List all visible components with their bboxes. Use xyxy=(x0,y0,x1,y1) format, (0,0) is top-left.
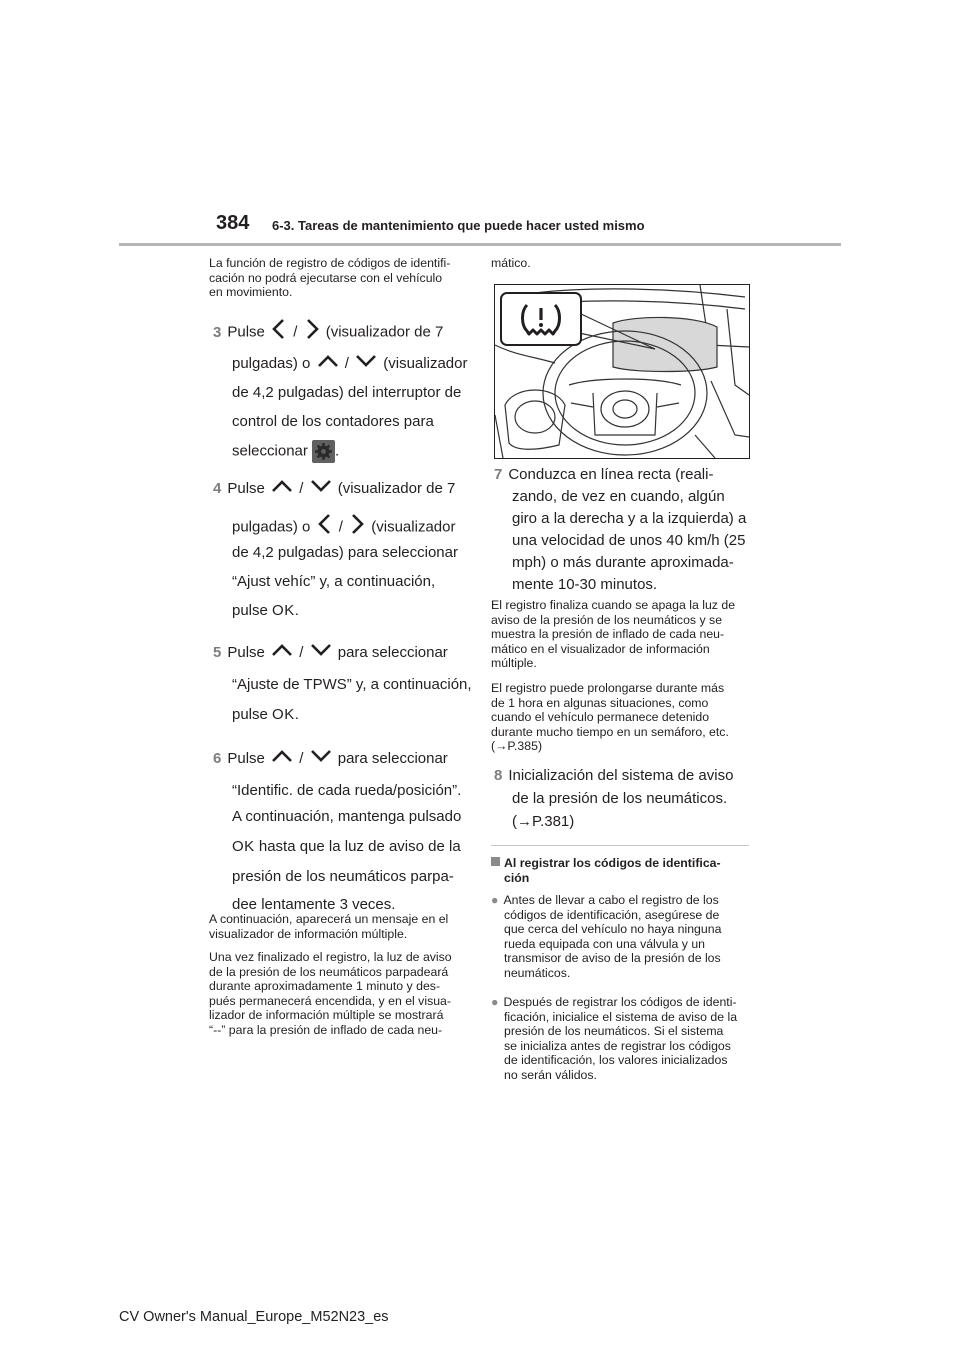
text-line: Una vez finalizado el registro, la luz de aviso xyxy=(209,950,452,964)
text-line: El registro finaliza cuando se apaga la luz de xyxy=(491,598,736,612)
text-line: cuando el vehículo permanece detenido xyxy=(491,710,710,725)
text-line: “--” para la presión de inflado de cada neu- xyxy=(209,1022,443,1037)
chevron-down-icon xyxy=(310,748,332,771)
chevron-right-icon xyxy=(349,513,365,543)
text-line: zando, de vez en cuando, algún xyxy=(512,488,725,505)
text-segment: . xyxy=(294,706,299,723)
text-line: rueda equipada con una válvula y un xyxy=(504,936,706,951)
step-number: 5 xyxy=(213,644,222,662)
text-line: neumáticos. xyxy=(504,965,571,980)
text-line: de la presión de los neumáticos parpadeará xyxy=(209,964,449,979)
header-divider xyxy=(119,243,841,246)
footer-text: CV Owner's Manual_Europe_M52N23_es xyxy=(119,1309,389,1325)
text-line: pués permanecerá encendida, y en el visua- xyxy=(209,993,451,1008)
step-3 xyxy=(213,318,483,469)
text-segment: para seleccionar xyxy=(337,644,448,662)
text-line: “Ajust vehíc” y, a continuación, xyxy=(232,573,436,590)
separator: / xyxy=(299,750,304,768)
ok-button-icon: OK xyxy=(272,602,295,619)
text-line: códigos de identificación, asegúrese de xyxy=(504,907,720,922)
chevron-up-icon xyxy=(271,642,293,665)
text-line: de 1 hora en algunas situaciones, como xyxy=(491,695,709,710)
text-line: ción xyxy=(504,870,530,885)
step-number: 7 xyxy=(494,466,503,483)
text-line: mph) o más durante aproximada- xyxy=(512,554,734,571)
text-line: transmisor de aviso de la presión de los xyxy=(504,951,721,966)
chevron-down-icon xyxy=(310,642,332,665)
step-5 xyxy=(213,642,483,734)
text-line: visualizador de información múltiple. xyxy=(209,926,408,941)
text-segment: Después de registrar los códigos de identi- xyxy=(503,995,737,1009)
note-duration xyxy=(491,681,756,754)
text-line: durante mucho tiempo en un semáforo, etc. xyxy=(491,724,729,739)
text-segment: Pulse xyxy=(227,480,265,498)
chevron-down-icon xyxy=(310,478,332,501)
text-line: A continuación, mantenga pulsado xyxy=(232,808,462,825)
text-segment: . xyxy=(335,442,340,460)
text-line: se inicializa antes de registrar los códigos xyxy=(504,1038,731,1053)
separator: / xyxy=(344,355,349,373)
page-reference-link[interactable]: (→P.385) xyxy=(491,739,543,754)
text-line: “Identific. de cada rueda/posición”. xyxy=(232,782,462,799)
square-bullet-icon xyxy=(491,857,500,866)
text-line: Conduzca en línea recta (reali- xyxy=(508,466,714,483)
step-number: 6 xyxy=(213,750,222,768)
text-segment: pulgadas) o xyxy=(232,518,311,536)
text-line: presión de los neumáticos parpa- xyxy=(232,868,454,885)
text-segment: (visualizador de 7 xyxy=(325,323,444,341)
subheading xyxy=(491,856,756,885)
chevron-left-icon xyxy=(271,318,287,348)
round-bullet-icon: ● xyxy=(491,995,499,1009)
text-segment: Pulse xyxy=(227,750,265,768)
text-line: de identificación, los valores inicializados xyxy=(504,1053,728,1068)
intro-note xyxy=(209,256,469,300)
text-line: El registro puede prolongarse durante más xyxy=(491,681,725,695)
page-number: 384 xyxy=(216,212,250,234)
section-title: 6-3. Tareas de mantenimiento que puede hacer usted mismo xyxy=(272,218,645,233)
text-line: Inicialización del sistema de aviso xyxy=(508,767,734,784)
text-line: A continuación, aparecerá un mensaje en el xyxy=(209,912,449,926)
chevron-right-icon xyxy=(304,318,320,348)
section-divider xyxy=(491,845,749,846)
note-message xyxy=(209,912,474,941)
text-segment: Antes de llevar a cabo el registro de los xyxy=(503,893,719,907)
text-line: cación no podrá ejecutarse con el vehículo xyxy=(209,270,443,285)
step-8 xyxy=(494,765,754,834)
chevron-left-icon xyxy=(317,513,333,543)
separator: / xyxy=(299,644,304,662)
text-line: mente 10-30 minutos. xyxy=(512,576,658,593)
text-line: aviso de la presión de los neumáticos y se xyxy=(491,612,723,627)
text-line: dee lentamente 3 veces. xyxy=(232,896,396,913)
text-line: La función de registro de códigos de identifi- xyxy=(209,256,451,270)
text-line: múltiple. xyxy=(491,656,537,671)
text-line: giro a la derecha y a la izquierda) a xyxy=(512,510,747,527)
text-line: lizador de información múltiple se mostrará xyxy=(209,1008,444,1023)
text-line: ficación, inicialice el sistema de aviso de la xyxy=(504,1009,738,1024)
step-number: 8 xyxy=(494,767,503,784)
text-line: muestra la presión de inflado de cada neu- xyxy=(491,627,725,642)
text-line: una velocidad de unos 40 km/h (25 xyxy=(512,532,746,549)
step-7 xyxy=(494,464,754,596)
text-segment: Pulse xyxy=(227,644,265,662)
text-line: que cerca del vehículo no haya ninguna xyxy=(504,922,722,937)
text-line: de 4,2 pulgadas) del interruptor de xyxy=(232,384,462,401)
text-line: control de los contadores para xyxy=(232,413,434,430)
step-number: 4 xyxy=(213,480,222,498)
separator: / xyxy=(299,480,304,498)
separator: / xyxy=(338,518,343,536)
dashboard-illustration xyxy=(494,284,750,459)
chevron-up-icon xyxy=(317,353,339,376)
text-segment: (visualizador xyxy=(383,355,468,373)
text-segment: para seleccionar xyxy=(337,750,448,768)
text-segment: pulgadas) o xyxy=(232,355,311,373)
text-segment: (visualizador xyxy=(371,518,456,536)
settings-gear-icon xyxy=(312,440,335,463)
chevron-up-icon xyxy=(271,478,293,501)
text-segment: hasta que la luz de aviso de la xyxy=(258,838,461,855)
ok-button-icon: OK xyxy=(272,706,295,723)
text-segment: (visualizador de 7 xyxy=(337,480,456,498)
text-line: “Ajuste de TPWS” y, a continuación, xyxy=(232,676,472,693)
note-registration xyxy=(209,950,474,1038)
ok-button-icon: OK xyxy=(232,838,255,855)
text-segment: . xyxy=(294,602,299,619)
round-bullet-icon: ● xyxy=(491,893,499,907)
separator: / xyxy=(293,323,298,341)
text-line: mático en el visualizador de información xyxy=(491,641,710,656)
text-line: de 4,2 pulgadas) para seleccionar xyxy=(232,544,458,561)
bullet-item xyxy=(491,995,756,1083)
text-segment: Pulse xyxy=(227,323,265,341)
text-line: de la presión de los neumáticos. xyxy=(512,790,728,807)
text-segment: Al registrar los códigos de identifica- xyxy=(504,856,721,870)
bullet-item xyxy=(491,893,756,981)
note-finish xyxy=(491,598,756,671)
step-number: 3 xyxy=(213,323,222,341)
step-4 xyxy=(213,478,483,629)
text-line: durante aproximadamente 1 minuto y des- xyxy=(209,979,441,994)
text-segment: pulse xyxy=(232,602,268,619)
step-6 xyxy=(213,748,483,920)
text-segment: pulse xyxy=(232,706,268,723)
text-line: presión de los neumáticos. Si el sistema xyxy=(504,1024,724,1039)
text-line: en movimiento. xyxy=(209,285,293,300)
text-line: no serán válidos. xyxy=(504,1067,597,1082)
continuation-text: mático. xyxy=(491,256,531,270)
page-reference-link[interactable]: (→P.381) xyxy=(512,813,575,830)
chevron-up-icon xyxy=(271,748,293,771)
chevron-down-icon xyxy=(355,353,377,376)
text-segment: seleccionar xyxy=(232,442,308,460)
